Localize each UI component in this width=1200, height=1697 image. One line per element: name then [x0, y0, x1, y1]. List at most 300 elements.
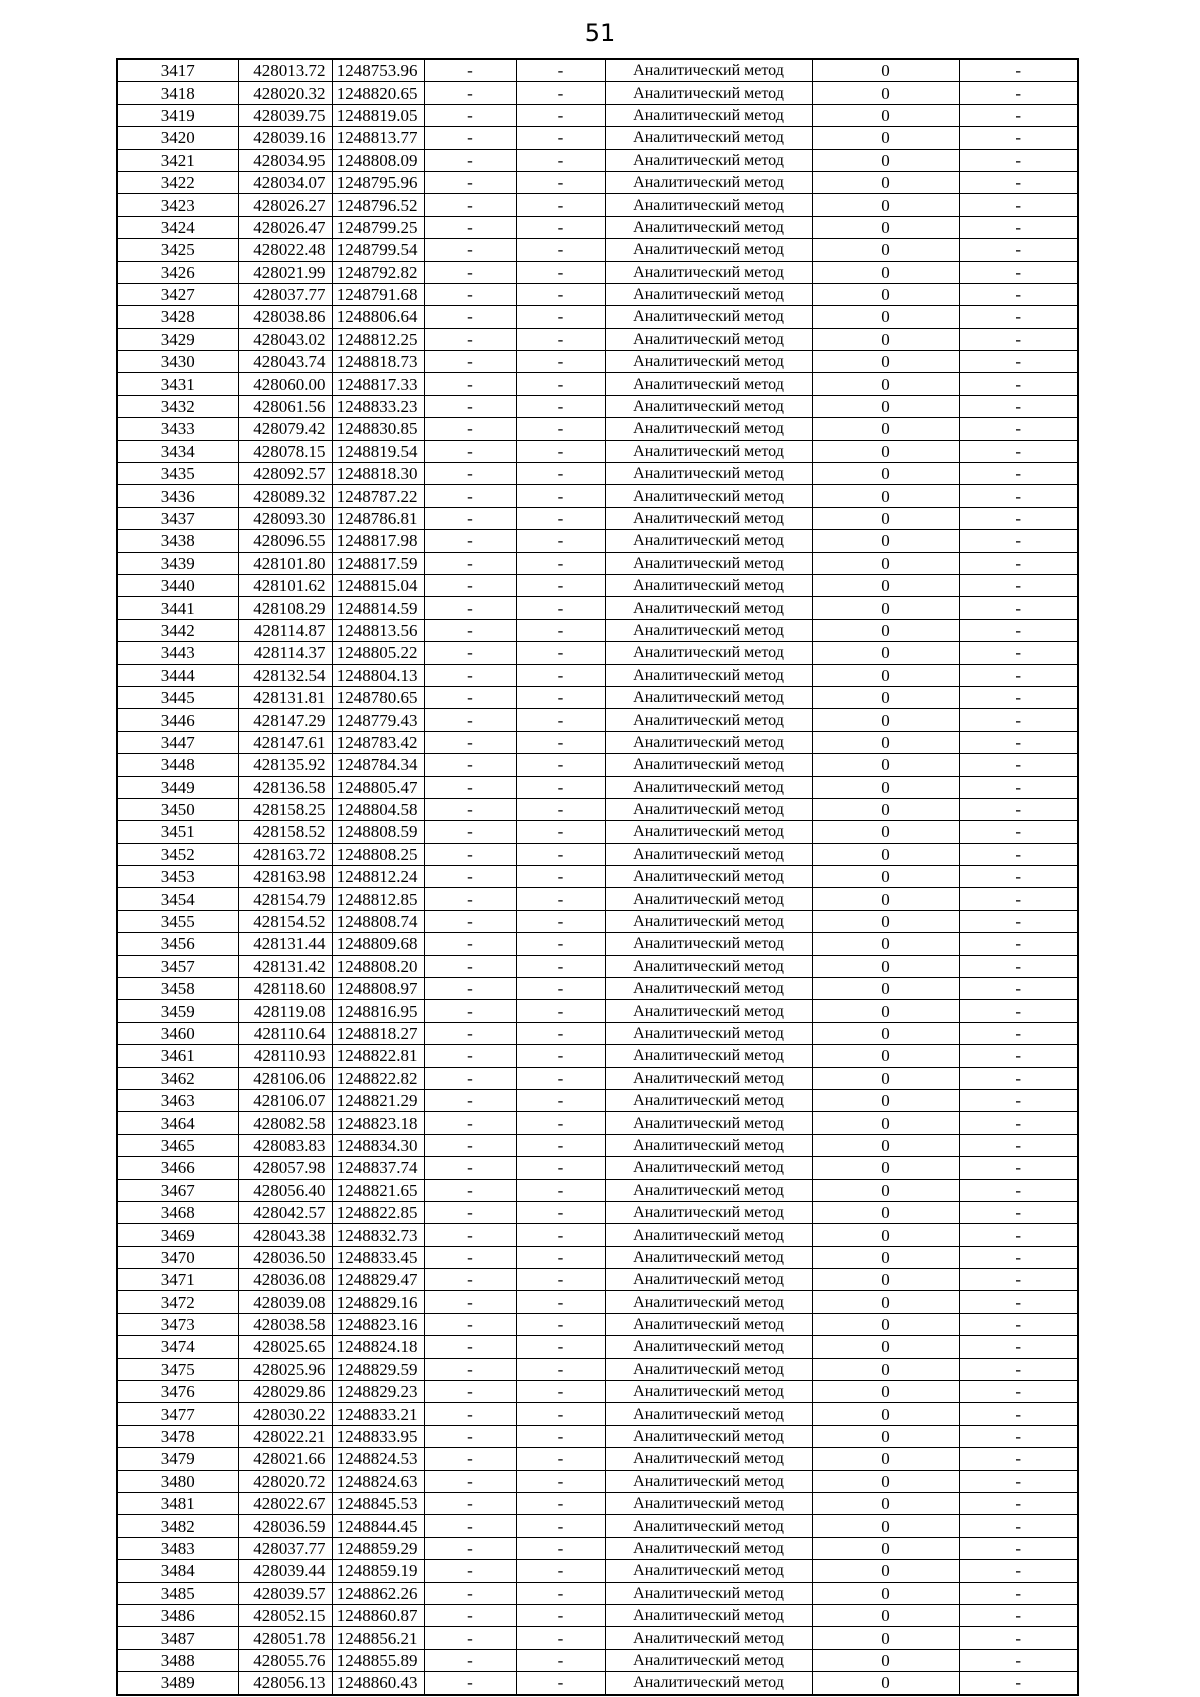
- col4-cell: -: [424, 955, 516, 977]
- y-coordinate-cell: 1248821.65: [332, 1179, 424, 1201]
- col5-cell: -: [516, 1000, 605, 1022]
- table-row: [117, 776, 1078, 798]
- x-coordinate-cell: 428131.81: [238, 686, 332, 708]
- table-row: [117, 574, 1078, 596]
- x-coordinate-cell: 428036.08: [238, 1269, 332, 1291]
- method-cell: Аналитический метод: [605, 754, 812, 776]
- x-coordinate-cell: 428022.67: [238, 1493, 332, 1515]
- method-cell: Аналитический метод: [605, 463, 812, 485]
- method-cell: Аналитический метод: [605, 1067, 812, 1089]
- col8-cell: -: [959, 149, 1078, 171]
- col8-cell: -: [959, 328, 1078, 350]
- table-row: [117, 1022, 1078, 1044]
- col5-cell: -: [516, 1201, 605, 1223]
- col4-cell: -: [424, 1112, 516, 1134]
- method-cell: Аналитический метод: [605, 888, 812, 910]
- col5-cell: -: [516, 1246, 605, 1268]
- col5-cell: -: [516, 1448, 605, 1470]
- point-id-cell: 3467: [117, 1179, 238, 1201]
- x-coordinate-cell: 428039.75: [238, 104, 332, 126]
- col5-cell: -: [516, 1134, 605, 1156]
- col8-cell: -: [959, 776, 1078, 798]
- y-coordinate-cell: 1248813.77: [332, 127, 424, 149]
- point-id-cell: 3427: [117, 283, 238, 305]
- value-cell: 0: [812, 283, 959, 305]
- y-coordinate-cell: 1248819.05: [332, 104, 424, 126]
- method-cell: Аналитический метод: [605, 216, 812, 238]
- value-cell: 0: [812, 552, 959, 574]
- table-row: [117, 1470, 1078, 1492]
- point-id-cell: 3425: [117, 239, 238, 261]
- value-cell: 0: [812, 440, 959, 462]
- point-id-cell: 3486: [117, 1604, 238, 1626]
- table-row: [117, 709, 1078, 731]
- col8-cell: -: [959, 1358, 1078, 1380]
- method-cell: Аналитический метод: [605, 1470, 812, 1492]
- method-cell: Аналитический метод: [605, 1336, 812, 1358]
- col4-cell: -: [424, 1582, 516, 1604]
- col4-cell: -: [424, 1246, 516, 1268]
- value-cell: 0: [812, 642, 959, 664]
- col8-cell: -: [959, 1157, 1078, 1179]
- point-id-cell: 3489: [117, 1672, 238, 1695]
- table-row: [117, 261, 1078, 283]
- x-coordinate-cell: 428147.29: [238, 709, 332, 731]
- col8-cell: -: [959, 1179, 1078, 1201]
- table-row: [117, 1291, 1078, 1313]
- value-cell: 0: [812, 1336, 959, 1358]
- col5-cell: -: [516, 933, 605, 955]
- x-coordinate-cell: 428163.72: [238, 843, 332, 865]
- y-coordinate-cell: 1248812.85: [332, 888, 424, 910]
- col5-cell: -: [516, 1470, 605, 1492]
- y-coordinate-cell: 1248814.59: [332, 597, 424, 619]
- y-coordinate-cell: 1248805.47: [332, 776, 424, 798]
- value-cell: 0: [812, 194, 959, 216]
- point-id-cell: 3419: [117, 104, 238, 126]
- col4-cell: -: [424, 1493, 516, 1515]
- col5-cell: -: [516, 1649, 605, 1671]
- method-cell: Аналитический метод: [605, 1627, 812, 1649]
- table-row: [117, 171, 1078, 193]
- col8-cell: -: [959, 552, 1078, 574]
- col5-cell: -: [516, 552, 605, 574]
- table-row: [117, 642, 1078, 664]
- x-coordinate-cell: 428037.77: [238, 283, 332, 305]
- y-coordinate-cell: 1248819.54: [332, 440, 424, 462]
- col4-cell: -: [424, 1067, 516, 1089]
- point-id-cell: 3439: [117, 552, 238, 574]
- point-id-cell: 3441: [117, 597, 238, 619]
- col4-cell: -: [424, 1537, 516, 1559]
- y-coordinate-cell: 1248812.24: [332, 866, 424, 888]
- table-row: [117, 888, 1078, 910]
- method-cell: Аналитический метод: [605, 1582, 812, 1604]
- y-coordinate-cell: 1248832.73: [332, 1224, 424, 1246]
- table-row: [117, 1425, 1078, 1447]
- col5-cell: -: [516, 283, 605, 305]
- method-cell: Аналитический метод: [605, 1537, 812, 1559]
- x-coordinate-cell: 428021.99: [238, 261, 332, 283]
- col5-cell: -: [516, 1560, 605, 1582]
- col5-cell: -: [516, 1381, 605, 1403]
- point-id-cell: 3469: [117, 1224, 238, 1246]
- method-cell: Аналитический метод: [605, 1000, 812, 1022]
- y-coordinate-cell: 1248783.42: [332, 731, 424, 753]
- point-id-cell: 3429: [117, 328, 238, 350]
- value-cell: 0: [812, 1157, 959, 1179]
- table-row: [117, 843, 1078, 865]
- col4-cell: -: [424, 1313, 516, 1335]
- col4-cell: -: [424, 821, 516, 843]
- method-cell: Аналитический метод: [605, 239, 812, 261]
- col4-cell: -: [424, 104, 516, 126]
- table-row: [117, 731, 1078, 753]
- col5-cell: -: [516, 216, 605, 238]
- col8-cell: -: [959, 395, 1078, 417]
- col8-cell: -: [959, 978, 1078, 1000]
- x-coordinate-cell: 428051.78: [238, 1627, 332, 1649]
- point-id-cell: 3422: [117, 171, 238, 193]
- x-coordinate-cell: 428056.13: [238, 1672, 332, 1695]
- x-coordinate-cell: 428037.77: [238, 1537, 332, 1559]
- y-coordinate-cell: 1248829.47: [332, 1269, 424, 1291]
- point-id-cell: 3465: [117, 1134, 238, 1156]
- value-cell: 0: [812, 306, 959, 328]
- col4-cell: -: [424, 239, 516, 261]
- x-coordinate-cell: 428025.96: [238, 1358, 332, 1380]
- table-row: [117, 1448, 1078, 1470]
- point-id-cell: 3440: [117, 574, 238, 596]
- col8-cell: -: [959, 418, 1078, 440]
- method-cell: Аналитический метод: [605, 731, 812, 753]
- point-id-cell: 3478: [117, 1425, 238, 1447]
- table-row: [117, 59, 1078, 82]
- table-row: [117, 1067, 1078, 1089]
- point-id-cell: 3418: [117, 82, 238, 104]
- col8-cell: -: [959, 686, 1078, 708]
- point-id-cell: 3434: [117, 440, 238, 462]
- col8-cell: -: [959, 1067, 1078, 1089]
- y-coordinate-cell: 1248799.54: [332, 239, 424, 261]
- col8-cell: -: [959, 642, 1078, 664]
- y-coordinate-cell: 1248844.45: [332, 1515, 424, 1537]
- point-id-cell: 3428: [117, 306, 238, 328]
- method-cell: Аналитический метод: [605, 1224, 812, 1246]
- method-cell: Аналитический метод: [605, 933, 812, 955]
- table-row: [117, 955, 1078, 977]
- table-row: [117, 351, 1078, 373]
- point-id-cell: 3479: [117, 1448, 238, 1470]
- value-cell: 0: [812, 888, 959, 910]
- value-cell: 0: [812, 82, 959, 104]
- method-cell: Аналитический метод: [605, 1425, 812, 1447]
- x-coordinate-cell: 428030.22: [238, 1403, 332, 1425]
- col4-cell: -: [424, 933, 516, 955]
- col5-cell: -: [516, 1067, 605, 1089]
- point-id-cell: 3481: [117, 1493, 238, 1515]
- col8-cell: -: [959, 1045, 1078, 1067]
- value-cell: 0: [812, 1313, 959, 1335]
- x-coordinate-cell: 428110.93: [238, 1045, 332, 1067]
- table-row: [117, 328, 1078, 350]
- method-cell: Аналитический метод: [605, 619, 812, 641]
- y-coordinate-cell: 1248817.98: [332, 530, 424, 552]
- point-id-cell: 3471: [117, 1269, 238, 1291]
- y-coordinate-cell: 1248804.13: [332, 664, 424, 686]
- value-cell: 0: [812, 821, 959, 843]
- x-coordinate-cell: 428038.86: [238, 306, 332, 328]
- col4-cell: -: [424, 463, 516, 485]
- point-id-cell: 3448: [117, 754, 238, 776]
- method-cell: Аналитический метод: [605, 1201, 812, 1223]
- col8-cell: -: [959, 1448, 1078, 1470]
- col4-cell: -: [424, 440, 516, 462]
- x-coordinate-cell: 428083.83: [238, 1134, 332, 1156]
- table-row: [117, 1224, 1078, 1246]
- y-coordinate-cell: 1248856.21: [332, 1627, 424, 1649]
- y-coordinate-cell: 1248792.82: [332, 261, 424, 283]
- col8-cell: -: [959, 1112, 1078, 1134]
- col4-cell: -: [424, 1515, 516, 1537]
- point-id-cell: 3431: [117, 373, 238, 395]
- method-cell: Аналитический метод: [605, 59, 812, 82]
- col8-cell: -: [959, 1291, 1078, 1313]
- col5-cell: -: [516, 530, 605, 552]
- col4-cell: -: [424, 597, 516, 619]
- x-coordinate-cell: 428026.27: [238, 194, 332, 216]
- col5-cell: -: [516, 82, 605, 104]
- value-cell: 0: [812, 507, 959, 529]
- method-cell: Аналитический метод: [605, 306, 812, 328]
- method-cell: Аналитический метод: [605, 955, 812, 977]
- col8-cell: -: [959, 1224, 1078, 1246]
- col8-cell: -: [959, 59, 1078, 82]
- y-coordinate-cell: 1248808.59: [332, 821, 424, 843]
- col5-cell: -: [516, 821, 605, 843]
- col8-cell: -: [959, 1403, 1078, 1425]
- y-coordinate-cell: 1248808.74: [332, 910, 424, 932]
- coordinates-table: [116, 58, 1079, 1696]
- col5-cell: -: [516, 1022, 605, 1044]
- col5-cell: -: [516, 910, 605, 932]
- col4-cell: -: [424, 194, 516, 216]
- x-coordinate-cell: 428132.54: [238, 664, 332, 686]
- point-id-cell: 3424: [117, 216, 238, 238]
- value-cell: 0: [812, 1649, 959, 1671]
- table-body: [117, 59, 1078, 1695]
- value-cell: 0: [812, 1358, 959, 1380]
- col5-cell: -: [516, 642, 605, 664]
- x-coordinate-cell: 428020.32: [238, 82, 332, 104]
- point-id-cell: 3487: [117, 1627, 238, 1649]
- method-cell: Аналитический метод: [605, 485, 812, 507]
- method-cell: Аналитический метод: [605, 1246, 812, 1268]
- x-coordinate-cell: 428038.58: [238, 1313, 332, 1335]
- method-cell: Аналитический метод: [605, 1358, 812, 1380]
- point-id-cell: 3472: [117, 1291, 238, 1313]
- col5-cell: -: [516, 686, 605, 708]
- col4-cell: -: [424, 574, 516, 596]
- table-row: [117, 1403, 1078, 1425]
- col5-cell: -: [516, 485, 605, 507]
- col4-cell: -: [424, 530, 516, 552]
- col5-cell: -: [516, 1425, 605, 1447]
- value-cell: 0: [812, 597, 959, 619]
- x-coordinate-cell: 428034.07: [238, 171, 332, 193]
- table-row: [117, 127, 1078, 149]
- col8-cell: -: [959, 1381, 1078, 1403]
- col5-cell: -: [516, 843, 605, 865]
- col5-cell: -: [516, 59, 605, 82]
- col5-cell: -: [516, 1627, 605, 1649]
- col8-cell: -: [959, 910, 1078, 932]
- value-cell: 0: [812, 127, 959, 149]
- x-coordinate-cell: 428101.80: [238, 552, 332, 574]
- col5-cell: -: [516, 261, 605, 283]
- x-coordinate-cell: 428108.29: [238, 597, 332, 619]
- y-coordinate-cell: 1248786.81: [332, 507, 424, 529]
- method-cell: Аналитический метод: [605, 82, 812, 104]
- y-coordinate-cell: 1248795.96: [332, 171, 424, 193]
- x-coordinate-cell: 428114.37: [238, 642, 332, 664]
- col5-cell: -: [516, 1045, 605, 1067]
- point-id-cell: 3437: [117, 507, 238, 529]
- value-cell: 0: [812, 776, 959, 798]
- x-coordinate-cell: 428154.52: [238, 910, 332, 932]
- col5-cell: -: [516, 978, 605, 1000]
- col5-cell: -: [516, 1336, 605, 1358]
- y-coordinate-cell: 1248817.33: [332, 373, 424, 395]
- value-cell: 0: [812, 686, 959, 708]
- value-cell: 0: [812, 1627, 959, 1649]
- value-cell: 0: [812, 1067, 959, 1089]
- table-row: [117, 1649, 1078, 1671]
- col4-cell: -: [424, 1224, 516, 1246]
- col5-cell: -: [516, 463, 605, 485]
- col4-cell: -: [424, 619, 516, 641]
- value-cell: 0: [812, 664, 959, 686]
- y-coordinate-cell: 1248816.95: [332, 1000, 424, 1022]
- col5-cell: -: [516, 1403, 605, 1425]
- col8-cell: -: [959, 1493, 1078, 1515]
- table-row: [117, 1179, 1078, 1201]
- method-cell: Аналитический метод: [605, 686, 812, 708]
- y-coordinate-cell: 1248809.68: [332, 933, 424, 955]
- y-coordinate-cell: 1248806.64: [332, 306, 424, 328]
- table-row: [117, 1313, 1078, 1335]
- method-cell: Аналитический метод: [605, 1560, 812, 1582]
- table-row: [117, 798, 1078, 820]
- method-cell: Аналитический метод: [605, 530, 812, 552]
- x-coordinate-cell: 428057.98: [238, 1157, 332, 1179]
- table-row: [117, 1134, 1078, 1156]
- y-coordinate-cell: 1248845.53: [332, 1493, 424, 1515]
- method-cell: Аналитический метод: [605, 552, 812, 574]
- value-cell: 0: [812, 1224, 959, 1246]
- table-row: [117, 933, 1078, 955]
- x-coordinate-cell: 428039.57: [238, 1582, 332, 1604]
- col8-cell: -: [959, 1201, 1078, 1223]
- col4-cell: -: [424, 283, 516, 305]
- col4-cell: -: [424, 1269, 516, 1291]
- col5-cell: -: [516, 798, 605, 820]
- table-row: [117, 485, 1078, 507]
- table-row: [117, 1246, 1078, 1268]
- col8-cell: -: [959, 216, 1078, 238]
- value-cell: 0: [812, 910, 959, 932]
- page-number: 51: [584, 19, 616, 47]
- point-id-cell: 3462: [117, 1067, 238, 1089]
- col5-cell: -: [516, 418, 605, 440]
- col5-cell: -: [516, 1112, 605, 1134]
- col4-cell: -: [424, 216, 516, 238]
- table-row: [117, 283, 1078, 305]
- y-coordinate-cell: 1248824.18: [332, 1336, 424, 1358]
- col8-cell: -: [959, 821, 1078, 843]
- x-coordinate-cell: 428119.08: [238, 1000, 332, 1022]
- point-id-cell: 3459: [117, 1000, 238, 1022]
- col8-cell: -: [959, 261, 1078, 283]
- col8-cell: -: [959, 731, 1078, 753]
- x-coordinate-cell: 428136.58: [238, 776, 332, 798]
- method-cell: Аналитический метод: [605, 597, 812, 619]
- col8-cell: -: [959, 104, 1078, 126]
- x-coordinate-cell: 428082.58: [238, 1112, 332, 1134]
- col8-cell: -: [959, 1470, 1078, 1492]
- method-cell: Аналитический метод: [605, 866, 812, 888]
- table-row: [117, 418, 1078, 440]
- col5-cell: -: [516, 306, 605, 328]
- point-id-cell: 3447: [117, 731, 238, 753]
- method-cell: Аналитический метод: [605, 910, 812, 932]
- value-cell: 0: [812, 395, 959, 417]
- x-coordinate-cell: 428096.55: [238, 530, 332, 552]
- method-cell: Аналитический метод: [605, 418, 812, 440]
- table-row: [117, 1157, 1078, 1179]
- table-row: [117, 194, 1078, 216]
- value-cell: 0: [812, 754, 959, 776]
- method-cell: Аналитический метод: [605, 1045, 812, 1067]
- x-coordinate-cell: 428158.25: [238, 798, 332, 820]
- point-id-cell: 3450: [117, 798, 238, 820]
- table-row: [117, 239, 1078, 261]
- table-row: [117, 1201, 1078, 1223]
- table-row: [117, 216, 1078, 238]
- value-cell: 0: [812, 1672, 959, 1695]
- y-coordinate-cell: 1248829.23: [332, 1381, 424, 1403]
- col4-cell: -: [424, 642, 516, 664]
- value-cell: 0: [812, 261, 959, 283]
- col5-cell: -: [516, 1269, 605, 1291]
- x-coordinate-cell: 428056.40: [238, 1179, 332, 1201]
- point-id-cell: 3454: [117, 888, 238, 910]
- point-id-cell: 3463: [117, 1089, 238, 1111]
- value-cell: 0: [812, 1604, 959, 1626]
- col4-cell: -: [424, 1022, 516, 1044]
- method-cell: Аналитический метод: [605, 395, 812, 417]
- y-coordinate-cell: 1248805.22: [332, 642, 424, 664]
- col8-cell: -: [959, 127, 1078, 149]
- y-coordinate-cell: 1248796.52: [332, 194, 424, 216]
- col5-cell: -: [516, 1604, 605, 1626]
- col5-cell: -: [516, 149, 605, 171]
- value-cell: 0: [812, 866, 959, 888]
- col4-cell: -: [424, 1560, 516, 1582]
- method-cell: Аналитический метод: [605, 283, 812, 305]
- col8-cell: -: [959, 1560, 1078, 1582]
- method-cell: Аналитический метод: [605, 1179, 812, 1201]
